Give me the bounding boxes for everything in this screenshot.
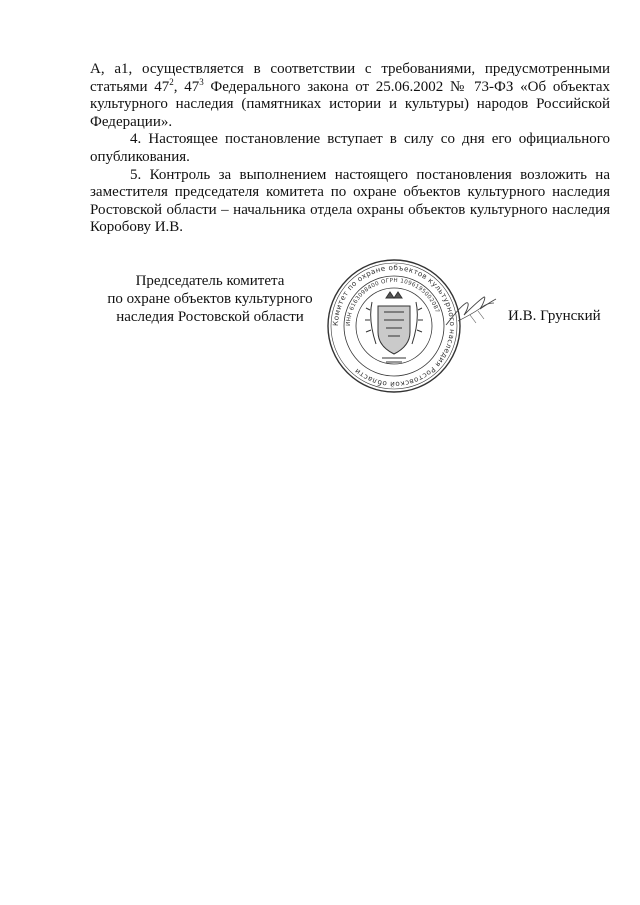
position-line: Председатель комитета <box>135 273 285 289</box>
paragraph-text: , 47 <box>173 78 200 95</box>
seal-outer-text: Комитет по охране объектов культурного наследия Ростовской области <box>330 262 458 390</box>
paragraph-text: А, а1, осуществляется в соответствии с требованиями, предусмотренными статьями 47 <box>90 61 610 95</box>
paragraph-effective-date: 4. Настоящее постановление вступает в силу со дня его официального опубликования. <box>90 131 610 165</box>
handwritten-signature <box>440 285 500 335</box>
signatory-name: И.В. Грунский <box>508 308 601 324</box>
coat-of-arms-icon <box>365 292 423 362</box>
position-line: по охране объектов культурного <box>107 291 313 307</box>
document-body <box>90 61 610 237</box>
superscript: 2 <box>169 76 174 87</box>
signatory-position <box>90 272 330 326</box>
paragraph-requirements <box>90 61 610 131</box>
paragraph-control: 5. Контроль за выполнением настоящего постановления возложить на заместителя председателя комитета по охране объектов культурного наследия Ростовской области – начальника отдела охраны объектов культурного наследия Коробову И.В. <box>90 166 610 236</box>
position-line: наследия Ростовской области <box>116 309 304 325</box>
seal-inner-text: ИНН 6163098400 ОГРН 1096195002087 <box>345 277 440 327</box>
paragraph-text: Федерального закона от 25.06.2002 № 73-ФЗ «Об объектах культурного наследия (памятниках истории и культуры) народов Российской Федерации». <box>90 78 611 130</box>
superscript: 3 <box>199 76 204 87</box>
